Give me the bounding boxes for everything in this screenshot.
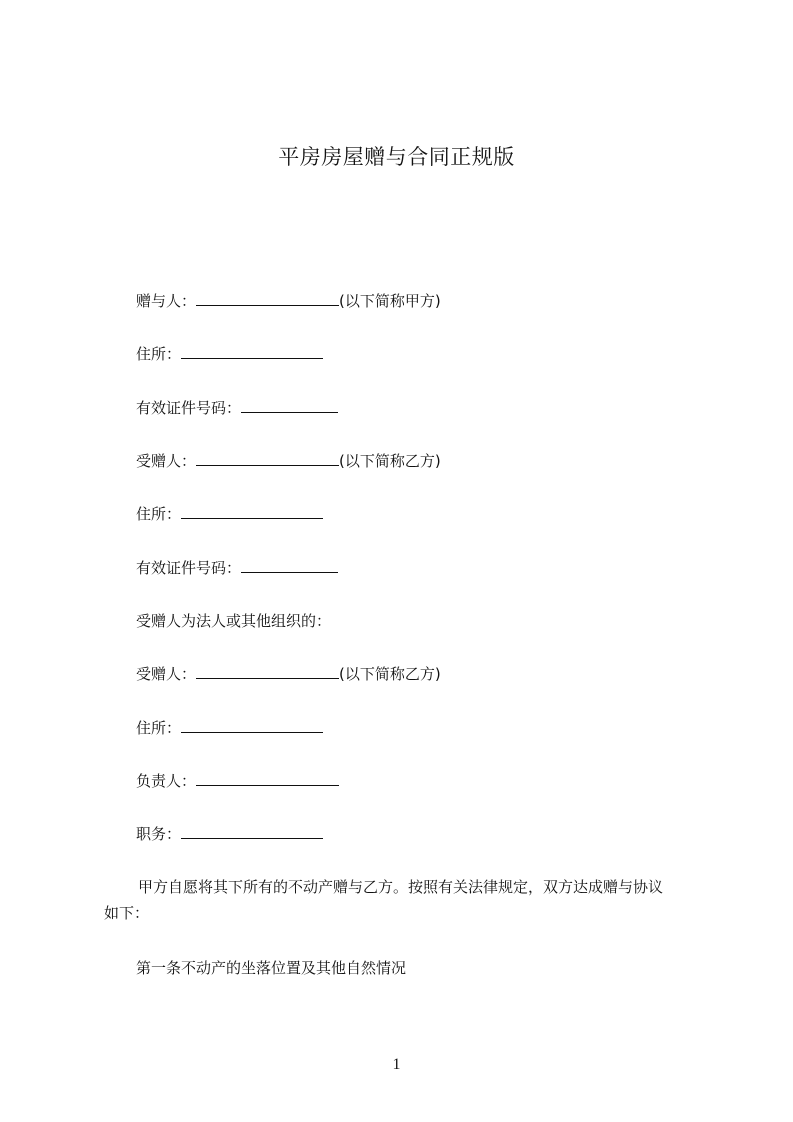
article-1-heading: 第一条不动产的坐落位置及其他自然情况 (136, 959, 407, 977)
donor-name-blank (196, 291, 339, 306)
donee-id-blank (241, 558, 338, 573)
donor-address-label: 住所： (136, 345, 182, 363)
donee-line (136, 451, 441, 471)
donor-suffix: (以下简称甲方) (339, 292, 441, 310)
donee-name-blank (196, 451, 339, 466)
donor-id-line (136, 398, 338, 418)
donee-label: 受赠人： (136, 452, 197, 470)
org-address-line (136, 718, 323, 738)
donor-label: 赠与人： (136, 292, 197, 310)
org-heading: 受赠人为法人或其他组织的： (136, 612, 332, 630)
donor-address-blank (181, 344, 323, 359)
org-donee-name-blank (196, 664, 339, 679)
intro-line-1: 甲方自愿将其下所有的不动产赠与乙方。按照有关法律规定，双方达成赠与协议 (138, 878, 664, 896)
donee-address-line (136, 504, 323, 524)
donor-line (136, 291, 441, 311)
org-address-label: 住所： (136, 719, 182, 737)
org-manager-blank (196, 771, 339, 786)
donee-id-label: 有效证件号码： (136, 559, 242, 577)
donor-id-label: 有效证件号码： (136, 399, 242, 417)
org-position-line (136, 824, 323, 844)
document-title: 平房房屋赠与合同正规版 (278, 145, 515, 169)
org-manager-line (136, 771, 339, 791)
org-position-label: 职务： (136, 825, 182, 843)
donor-address-line (136, 344, 323, 364)
intro-paragraph (104, 874, 704, 926)
donee-address-blank (181, 504, 323, 519)
intro-line-2: 如下： (104, 904, 150, 922)
org-donee-suffix: (以下简称乙方) (339, 665, 441, 683)
org-position-blank (181, 824, 323, 839)
donee-id-line (136, 558, 338, 578)
org-address-blank (181, 718, 323, 733)
donor-id-blank (241, 398, 338, 413)
donee-suffix: (以下简称乙方) (339, 452, 441, 470)
donee-address-label: 住所： (136, 505, 182, 523)
org-manager-label: 负责人： (136, 772, 197, 790)
org-donee-line (136, 664, 441, 684)
org-donee-label: 受赠人： (136, 665, 197, 683)
page-number: 1 (392, 1056, 401, 1073)
